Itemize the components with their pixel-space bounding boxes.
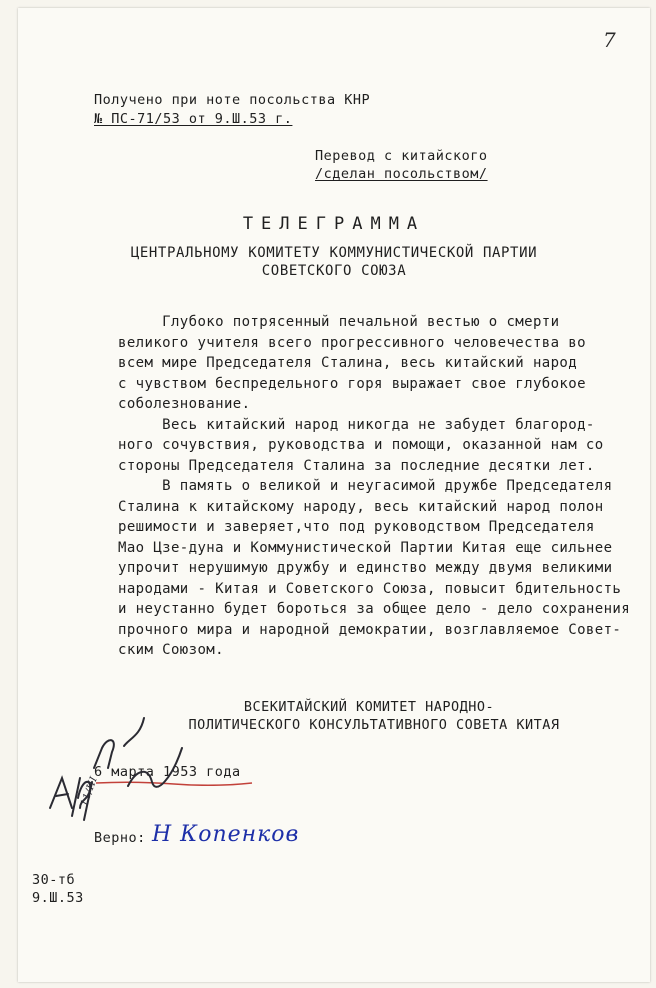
telegram-body xyxy=(118,312,631,661)
body-line: с чувством беспредельного горя выражает свое глубокое xyxy=(118,375,586,392)
body-line: ским Союзом. xyxy=(118,642,224,658)
body-line: Мао Цзе-дуна и Коммунистической Партии Китая еще сильнее xyxy=(118,539,613,556)
body-line: решимости и заверяет,что под руководством Председателя xyxy=(118,519,595,535)
document-date: 6 марта 1953 года xyxy=(94,764,241,780)
body-line: и неустанно будет бороться за общее дело - дело сохранения xyxy=(118,601,631,617)
page-number: 7 xyxy=(603,28,616,52)
body-line: В память о великой и неугасимой дружбе Председателя xyxy=(118,478,613,494)
body-line: великого учителя всего прогрессивного человечества во xyxy=(118,334,586,351)
body-line: прочного мира и народной демократии, возглавляемое Совет- xyxy=(118,621,622,638)
body-line: соболезнование. xyxy=(118,396,251,412)
signatory-line: ПОЛИТИЧЕСКОГО КОНСУЛЬТАТИВНОГО СОВЕТА КИТАЯ xyxy=(188,717,560,733)
document-title: ТЕЛЕГРАММА xyxy=(242,214,426,234)
body-line: Сталина к китайскому народу, весь китайский народ полон xyxy=(118,498,604,515)
reference-line: 9.Ш.53 xyxy=(32,890,84,906)
body-line: Глубоко потрясенный печальной вестью о смерти xyxy=(118,314,560,330)
body-line: всем мире Председателя Сталина, весь китайский народ xyxy=(118,355,578,371)
body-line: народами - Китая и Советского Союза, повысит бдительность xyxy=(118,580,622,597)
addressee-line: ЦЕНТРАЛЬНОМУ КОМИТЕТУ КОММУНИСТИЧЕСКОЙ ПАРТИИ xyxy=(130,245,538,261)
handwritten-archive-annotation xyxy=(32,708,202,828)
verified-label: Верно: xyxy=(94,830,146,846)
translation-note-line2: /сделан посольством/ xyxy=(315,166,488,182)
addressee-line: СОВЕТСКОГО СОЮЗА xyxy=(261,263,407,279)
handwritten-date-annotation: 11/III xyxy=(79,775,100,808)
signatory-line: ВСЕКИТАЙСКИЙ КОМИТЕТ НАРОДНО- xyxy=(243,699,495,715)
handwritten-archive-text xyxy=(38,694,44,695)
body-line: стороны Председателя Сталина за последние десятки лет. xyxy=(118,457,595,474)
reference-line: 30-тб xyxy=(32,872,76,888)
body-line: упрочит нерушимую дружбу и единство между двумя великими xyxy=(118,560,613,576)
body-line: ного сочувствия, руководства и помощи, оказанной нам со xyxy=(118,437,604,453)
received-note-line1: Получено при ноте посольства КНР xyxy=(94,92,371,108)
addressee xyxy=(18,244,650,280)
received-note-line2: № ПС-71/53 от 9.Ш.53 г. xyxy=(94,111,293,127)
body-line: Весь китайский народ никогда не забудет благород- xyxy=(118,416,595,433)
document-page xyxy=(18,8,650,982)
verified-signature: Н Копенков xyxy=(152,822,300,847)
translation-note-line1: Перевод с китайского xyxy=(315,148,488,164)
